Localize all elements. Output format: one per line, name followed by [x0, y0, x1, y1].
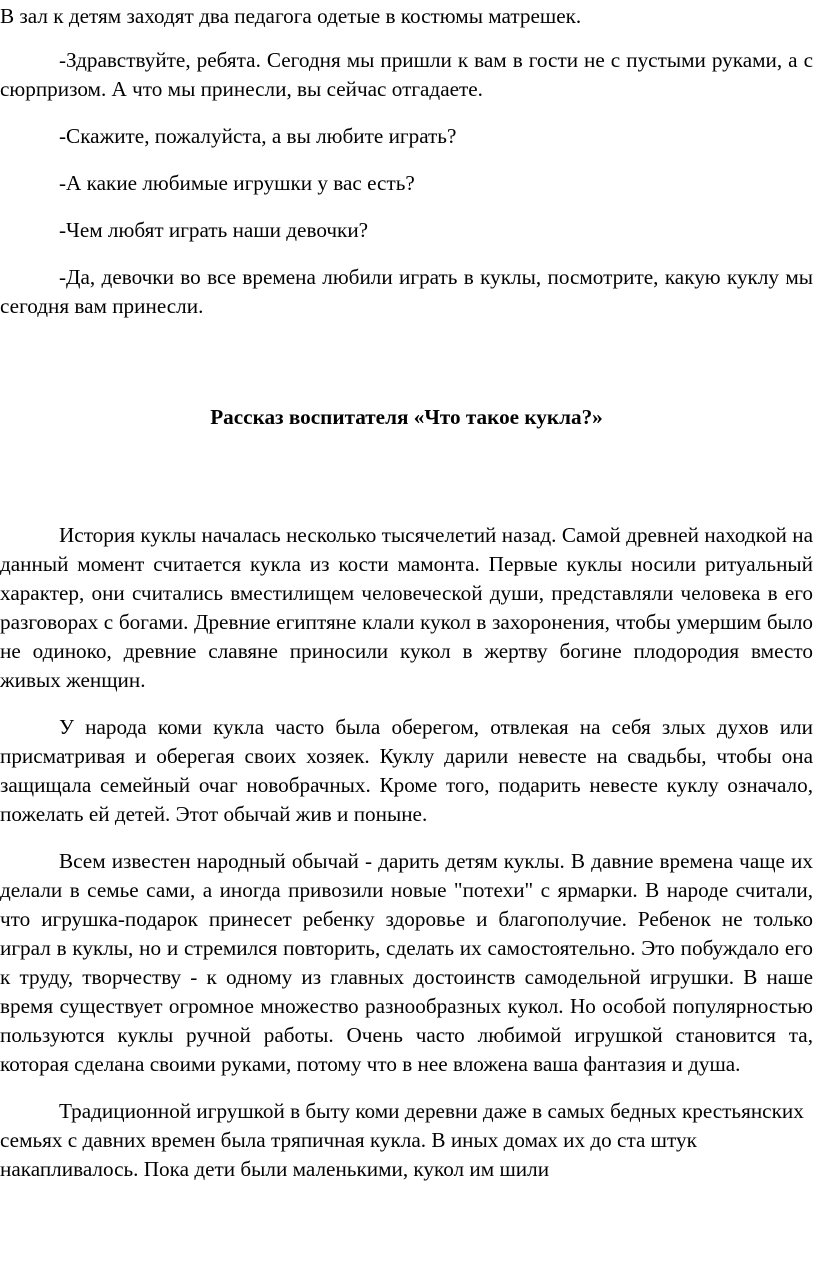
- intro-paragraph-5: -Чем любят играть наши девочки?: [59, 218, 369, 242]
- intro-paragraph-6: -Да, девочки во все времена любили играть в куклы, посмотрите, какую куклу мы сегодня вам принесли.: [0, 265, 813, 318]
- intro-paragraph-3: -Скажите, пожалуйста, а вы любите играть?: [59, 124, 457, 148]
- section-title: Рассказ воспитателя «Что такое кукла?»: [210, 405, 603, 429]
- intro-paragraph-1: В зал к детям заходят два педагога одетые в костюмы матрешек.: [0, 4, 582, 28]
- intro-paragraph-2: -Здравствуйте, ребята. Сегодня мы пришли к вам в гости не с пустыми руками, а с сюрпризом. А что мы принесли, вы сейчас отгадаете.: [0, 48, 813, 101]
- story-paragraph-1: История куклы началась несколько тысячелетий назад. Самой древней находкой на данный момент считается кукла из кости мамонта. Первые куклы носили ритуальный характер, они считались вместилищем человеческой души, представляли человека в его разговорах с богами. Древние египтяне клали кукол в захоронения, чтобы умершим было не одиноко, древние славяне приносили кукол в жертву богине плодородия вместо живых женщин.: [0, 523, 813, 692]
- story-paragraph-3: Всем известен народный обычай - дарить детям куклы. В давние времена чаще их делали в семье сами, а иногда привозили новые "потехи" с ярмарки. В народе считали, что игрушка-подарок принесет ребенку здоровье и благополучие. Ребенок не только играл в куклы, но и стремился повторить, сделать их самостоятельно. Это побуждало его к труду, творчеству - к одному из главных достоинств самодельной игрушки. В наше время существует огромное множество разнообразных кукол. Но особой популярностью пользуются куклы ручной работы. Очень часто любимой игрушкой становится та, которая сделана своими руками, потому что в нее вложена ваша фантазия и душа.: [0, 849, 813, 1076]
- story-paragraph-4: Традиционной игрушкой в быту коми деревни даже в самых бедных крестьянских семьях с давних времен была тряпичная кукла. В иных домах их до ста штук накапливалось. Пока дети были маленькими, кукол им шили: [0, 1099, 804, 1181]
- intro-paragraph-4: -А какие любимые игрушки у вас есть?: [59, 171, 415, 195]
- story-paragraph-2: У народа коми кукла часто была оберегом, отвлекая на себя злых духов или присматривая и оберегая своих хозяек. Куклу дарили невесте на свадьбы, чтобы она защищала семейный очаг новобрачных. Кроме того, подарить невесте куклу означало, пожелать ей детей. Этот обычай жив и поныне.: [0, 715, 813, 826]
